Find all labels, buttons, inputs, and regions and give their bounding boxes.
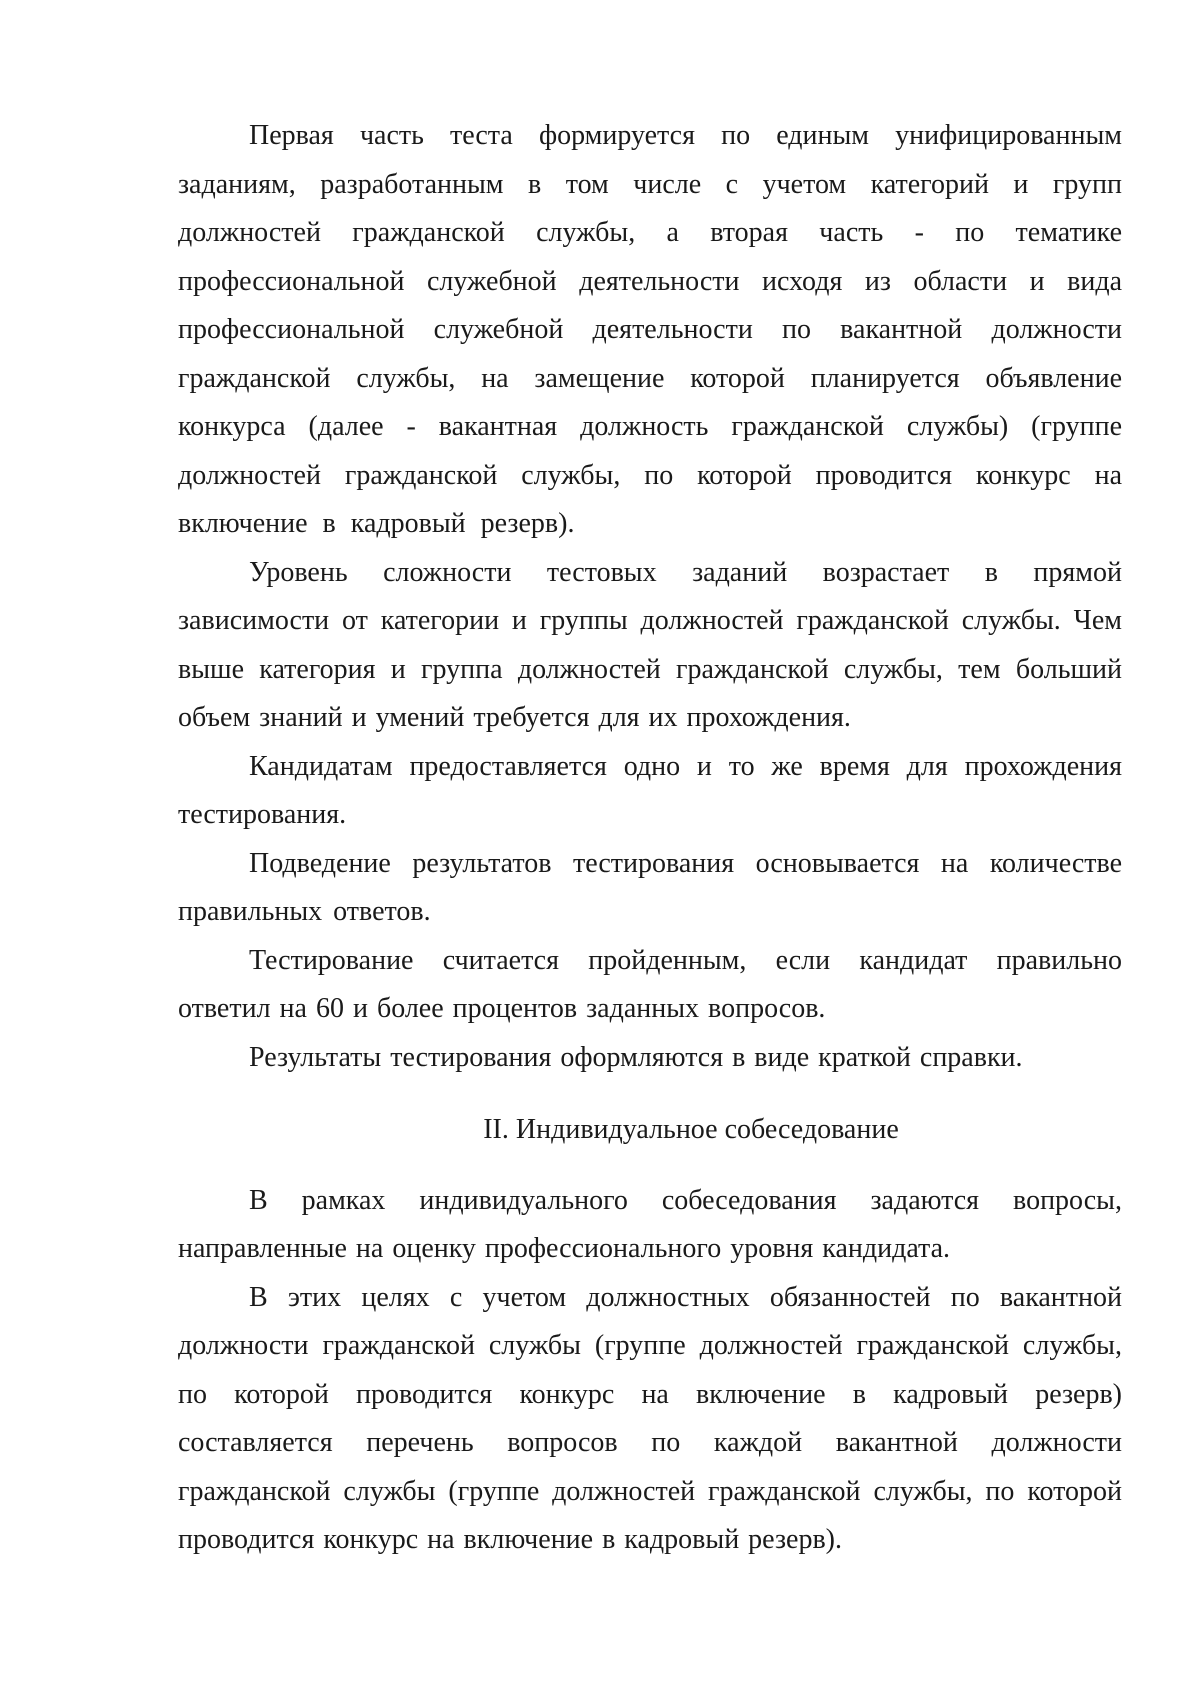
document-page [178,112,1122,1565]
paragraph-pass-threshold: Тестирование считается пройденным, если кандидат правильно ответил на 60 и более процентов заданных вопросов. [178,944,1122,1024]
paragraph-question-list: В этих целях с учетом должностных обязанностей по вакантной должности гражданской службы (группе должностей гражданской службы, по которой проводится конкурс на включение в кадровый резерв) составляется перечень вопросов по каждой вакантной должности гражданской службы (группе должностей гражданской службы, по которой проводится конкурс на включение в кадровый резерв). [178,1281,1122,1555]
paragraph-test-structure: Первая часть теста формируется по единым унифицированным заданиям, разработанным в том числе с учетом категорий и групп должностей гражданской службы, а вторая часть - по тематике профессиональной служебной деятельности исходя из области и вида профессиональной служебной деятельности по вакантной должности гражданской службы, на замещение которой планируется объявление конкурса (далее - вакантная должность гражданской службы) (группе должностей гражданской службы, по которой проводится конкурс на включение в кадровый резерв). [178,120,1122,539]
paragraph-equal-time: Кандидатам предоставляется одно и то же время для прохождения тестирования. [178,750,1122,830]
paragraph-results-basis: Подведение результатов тестирования основывается на количестве правильных ответов. [178,847,1122,927]
paragraph-results-format: Результаты тестирования оформляются в виде краткой справки. [249,1041,1023,1073]
paragraph-interview-questions: В рамках индивидуального собеседования задаются вопросы, направленные на оценку профессионального уровня кандидата. [178,1184,1122,1264]
section-title: II. Индивидуальное собеседование [483,1114,899,1145]
paragraph-difficulty-level: Уровень сложности тестовых заданий возрастает в прямой зависимости от категории и группы должностей гражданской службы. Чем выше категория и группа должностей гражданской службы, тем больший объем знаний и умений требуется для их прохождения. [178,556,1122,733]
